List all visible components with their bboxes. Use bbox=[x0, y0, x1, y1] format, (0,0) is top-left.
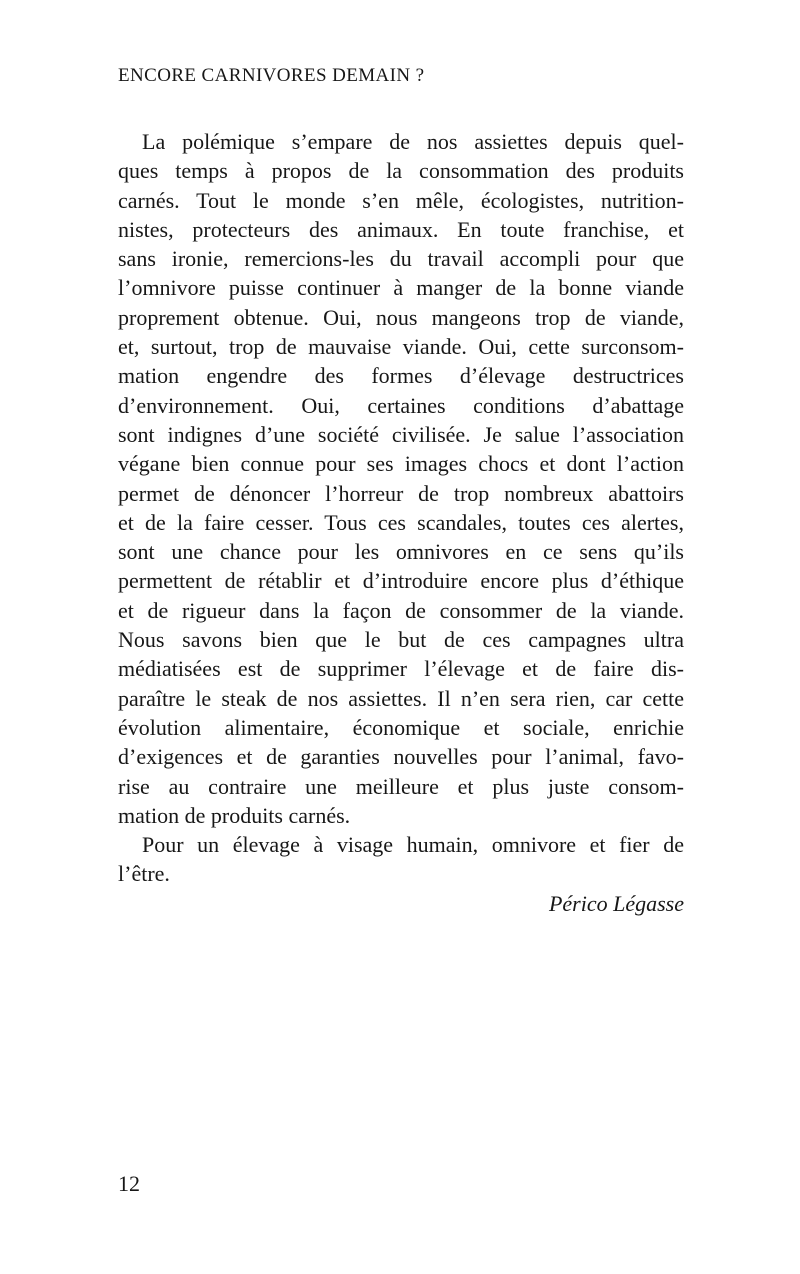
page-number: 12 bbox=[118, 1171, 140, 1196]
text-line: permet de dénoncer l’horreur de trop nombreux abattoirs bbox=[118, 480, 684, 506]
text-line: paraître le steak de nos assiettes. Il n’en sera rien, car cette bbox=[118, 685, 684, 711]
text-line: évolution alimentaire, économique et sociale, enrichie bbox=[118, 714, 684, 740]
text-line: nistes, protecteurs des animaux. En toute franchise, et bbox=[118, 216, 684, 242]
text-line: médiatisées est de supprimer l’élevage et de faire dis- bbox=[118, 656, 684, 682]
text-line: carnés. Tout le monde s’en mêle, écologistes, nutrition- bbox=[118, 187, 684, 213]
text-line: l’être. bbox=[118, 861, 170, 887]
text-line: l’omnivore puisse continuer à manger de la bonne viande bbox=[118, 275, 684, 301]
text-line: Nous savons bien que le but de ces campagnes ultra bbox=[118, 627, 684, 653]
paragraph bbox=[118, 127, 684, 830]
text-line: et de la faire cesser. Tous ces scandales, toutes ces alertes, bbox=[118, 509, 684, 535]
text-line: permettent de rétablir et d’introduire encore plus d’éthique bbox=[118, 568, 684, 594]
author-signature: Périco Légasse bbox=[548, 890, 684, 916]
text-line: La polémique s’empare de nos assiettes depuis quel- bbox=[142, 129, 684, 154]
text-line: sont indignes d’une société civilisée. Je salue l’association bbox=[118, 421, 684, 447]
text-line: et, surtout, trop de mauvaise viande. Oui, cette surconsom- bbox=[118, 334, 684, 360]
text-line: mation engendre des formes d’élevage destructrices bbox=[118, 363, 684, 389]
text-line: sont une chance pour les omnivores en ce sens qu’ils bbox=[118, 539, 684, 565]
text-line: Pour un élevage à visage humain, omnivore et fier de bbox=[142, 832, 684, 858]
running-header: ENCORE CARNIVORES DEMAIN ? bbox=[118, 65, 425, 86]
text-line: ques temps à propos de la consommation des produits bbox=[118, 158, 684, 184]
text-line: rise au contraire une meilleure et plus juste consom- bbox=[118, 773, 684, 799]
page-text-block bbox=[118, 127, 684, 918]
text-line: proprement obtenue. Oui, nous mangeons trop de viande, bbox=[118, 304, 684, 330]
paragraph bbox=[118, 830, 684, 889]
text-line: et de rigueur dans la façon de consommer de la viande. bbox=[118, 597, 684, 623]
text-line: d’exigences et de garanties nouvelles pour l’animal, favo- bbox=[118, 744, 684, 770]
text-line: sans ironie, remercions-les du travail accompli pour que bbox=[118, 246, 684, 272]
text-line: d’environnement. Oui, certaines conditions d’abattage bbox=[118, 392, 684, 418]
text-line: végane bien connue pour ses images chocs et dont l’action bbox=[118, 451, 684, 477]
text-line: mation de produits carnés. bbox=[118, 802, 351, 828]
